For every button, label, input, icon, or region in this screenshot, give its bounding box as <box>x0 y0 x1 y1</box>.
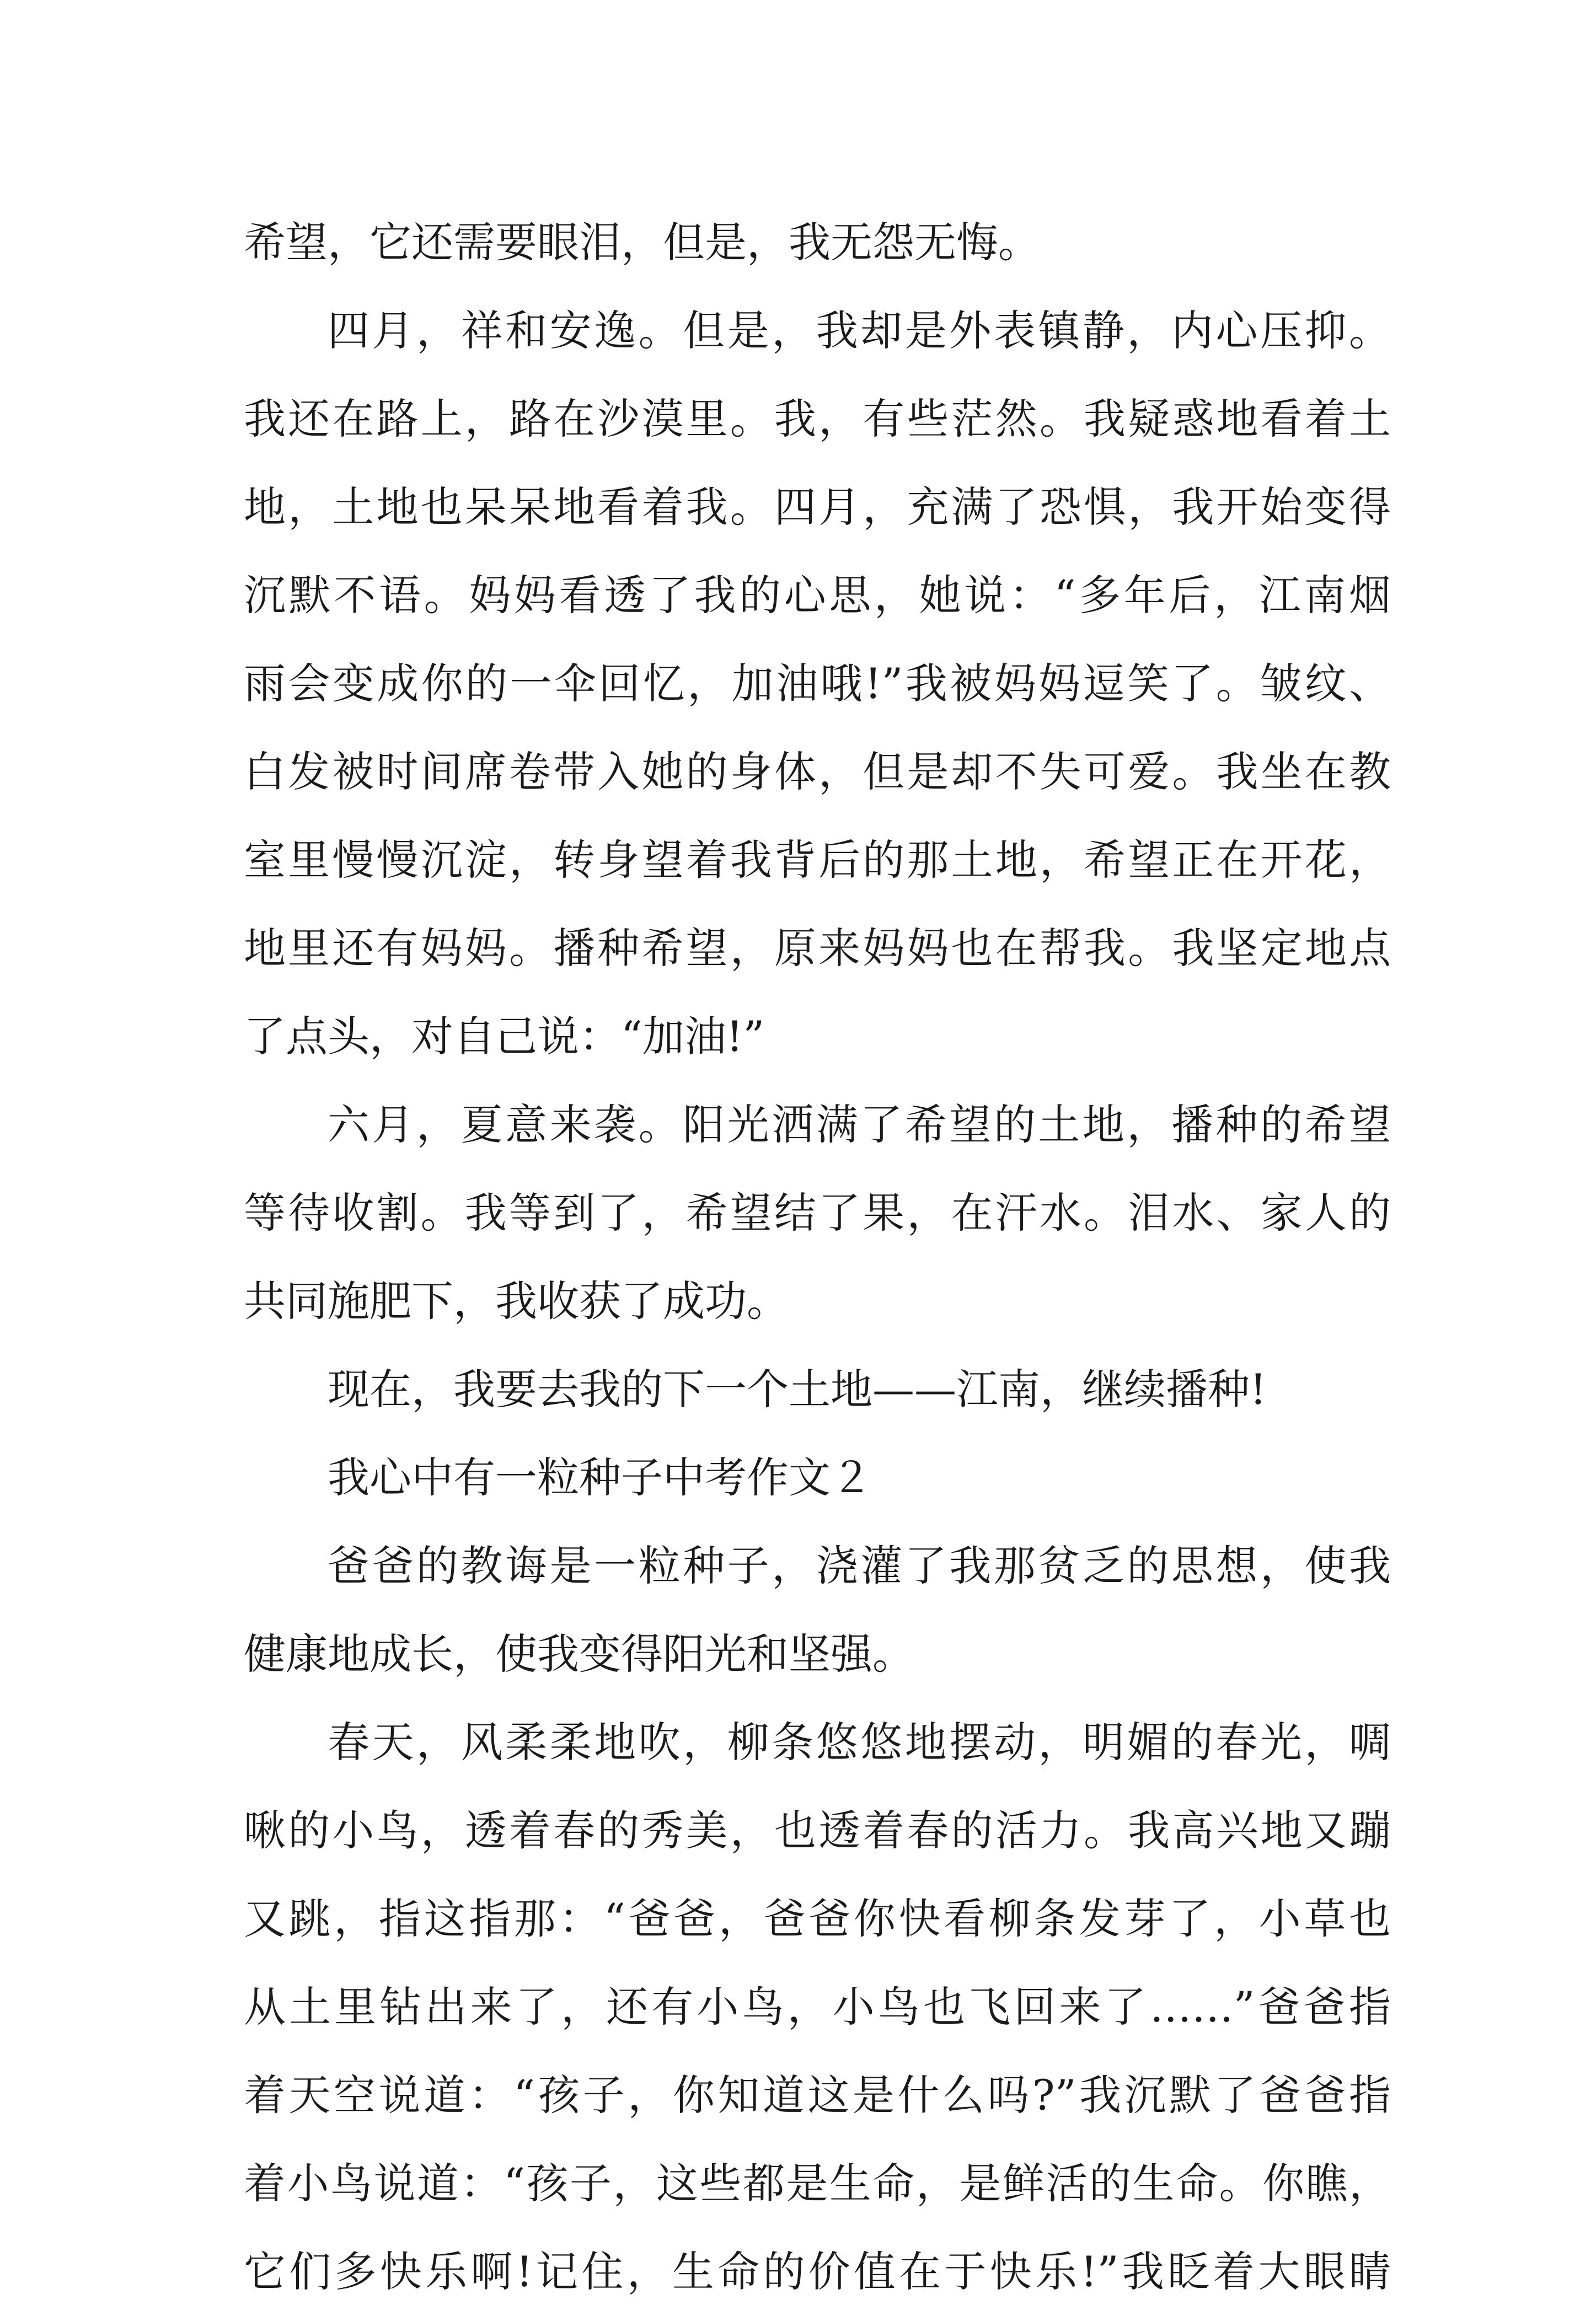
text-line: 室里慢慢沉淀，转身望着我背后的那土地，希望正在开花， <box>244 835 1391 884</box>
text-line: 爸爸的教诲是一粒种子，浇灌了我那贫乏的思想，使我 <box>328 1541 1391 1590</box>
text-line: 我还在路上，路在沙漠里。我，有些茫然。我疑惑地看着土 <box>244 394 1391 443</box>
text-line: 它们多快乐啊!记住，生命的价值在于快乐!”我眨着大眼睛 <box>244 2247 1391 2296</box>
text-line: 白发被时间席卷带入她的身体，但是却不失可爱。我坐在教 <box>244 747 1391 796</box>
text-line: 着天空说道：“孩子，你知道这是什么吗?”我沉默了爸爸指 <box>244 2071 1391 2120</box>
text-line: 雨会变成你的一伞回忆，加油哦!”我被妈妈逗笑了。皱纹、 <box>244 659 1391 708</box>
text-line: 啾的小鸟，透着春的秀美，也透着春的活力。我高兴地又蹦 <box>244 1806 1391 1855</box>
text-line: 四月，祥和安逸。但是，我却是外表镇静，内心压抑。 <box>328 306 1391 355</box>
text-line: 现在，我要去我的下一个土地——江南，继续播种! <box>328 1365 1267 1414</box>
text-line: 希望，它还需要眼泪，但是，我无怨无悔。 <box>244 218 1040 267</box>
text-line: 春天，风柔柔地吹，柳条悠悠地摆动，明媚的春光，啁 <box>328 1718 1391 1767</box>
section-heading: 我心中有一粒种子中考作文２ <box>328 1453 872 1502</box>
text-line: 了点头，对自己说：“加油!” <box>244 1012 765 1061</box>
text-line: 沉默不语。妈妈看透了我的心思，她说：“多年后，江南烟 <box>244 571 1391 620</box>
text-line: 着小鸟说道：“孩子，这些都是生命，是鲜活的生命。你瞧， <box>244 2159 1391 2208</box>
text-line: 从土里钻出来了，还有小鸟，小鸟也飞回来了……”爸爸指 <box>244 1982 1391 2031</box>
text-line: 共同施肥下，我收获了成功。 <box>244 1277 789 1326</box>
text-line: 健康地成长，使我变得阳光和坚强。 <box>244 1629 914 1679</box>
text-line: 地，土地也呆呆地看着我。四月，充满了恐惧，我开始变得 <box>244 482 1391 532</box>
essay-text <box>244 199 1391 2316</box>
text-line: 等待收割。我等到了，希望结了果，在汗水。泪水、家人的 <box>244 1188 1391 1237</box>
text-line: 六月，夏意来袭。阳光洒满了希望的土地，播种的希望 <box>328 1100 1391 1149</box>
text-line: 地里还有妈妈。播种希望，原来妈妈也在帮我。我坚定地点 <box>244 924 1391 973</box>
text-line: 又跳，指这指那：“爸爸，爸爸你快看柳条发芽了，小草也 <box>244 1894 1391 1943</box>
